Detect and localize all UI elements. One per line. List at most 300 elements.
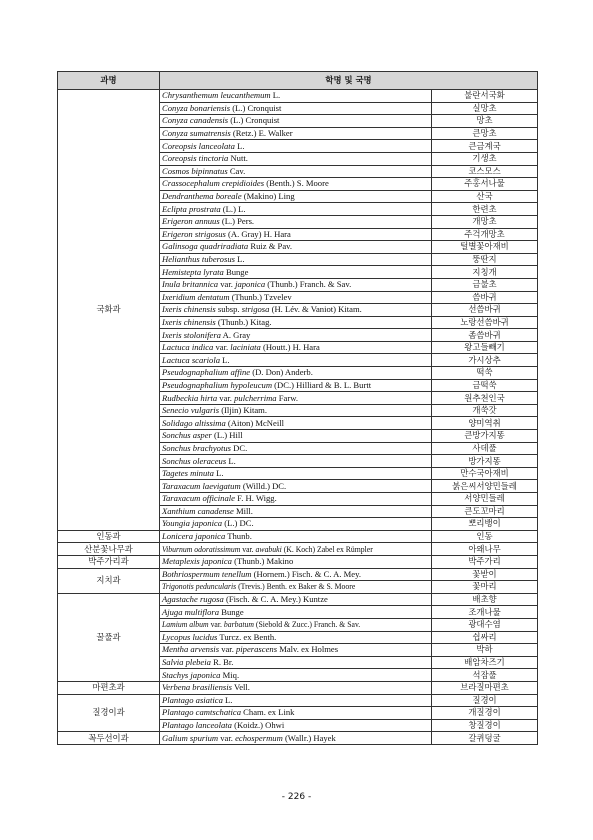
korean-name-cell: 조개나물 (432, 606, 538, 619)
scientific-name-cell (160, 178, 432, 191)
scientific-name (162, 493, 277, 504)
taxon-author: (Makino) Ling (241, 191, 295, 202)
taxon-author: (L.) Cronquist (230, 102, 282, 113)
korean-name-cell: 불란서국화 (432, 90, 538, 103)
taxon-author: R. Br. (210, 657, 234, 668)
taxon-name-italic: Eclipta prostrata (162, 203, 221, 214)
korean-name-cell: 쉽싸리 (432, 631, 538, 644)
scientific-name-cell (160, 555, 432, 568)
taxon-author: Malv. ex Holmes (277, 644, 339, 655)
taxon-name-italic: Plantago lanceolata (162, 719, 232, 730)
taxon-author: Bunge (219, 606, 244, 617)
family-cell: 꼭두선이과 (58, 732, 160, 745)
scientific-name (162, 141, 245, 152)
korean-name-cell: 브라질마편초 (432, 681, 538, 694)
taxon-name-italic: barbatum (223, 619, 254, 630)
scientific-name (162, 632, 276, 643)
taxon-name-italic: Mentha arvensis (162, 644, 220, 655)
scientific-name-cell (160, 392, 432, 405)
korean-name-cell: 서양민들레 (432, 493, 538, 506)
scientific-name (162, 153, 248, 164)
scientific-name (162, 556, 293, 567)
taxon-name-italic: Dendranthema boreale (162, 191, 242, 202)
scientific-name-cell (160, 215, 432, 228)
taxon-name-italic: Lamium album (162, 619, 209, 630)
scientific-name-cell (160, 190, 432, 203)
taxon-author: (L.) L. (220, 203, 246, 214)
scientific-name (162, 90, 280, 101)
scientific-name (162, 682, 250, 693)
scientific-name (162, 115, 279, 126)
scientific-name-cell (160, 530, 432, 543)
scientific-name-cell (160, 165, 432, 178)
korean-name-cell: 석잠풀 (432, 669, 538, 682)
scientific-name-cell (160, 669, 432, 682)
taxon-name-italic: Erigeron annuus (162, 216, 220, 227)
scientific-name (162, 191, 295, 202)
korean-name-cell: 배암차즈기 (432, 656, 538, 669)
scientific-name-cell (160, 253, 432, 266)
scientific-name-cell (160, 518, 432, 531)
family-cell: 질경이과 (58, 694, 160, 732)
scientific-name (162, 103, 281, 114)
family-cell: 꿀풀과 (58, 593, 160, 681)
scientific-name (162, 178, 329, 189)
scientific-name (162, 443, 247, 454)
scientific-name (162, 204, 245, 215)
taxon-name-italic: Senecio vulgaris (162, 405, 220, 416)
scientific-name (162, 355, 230, 366)
scientific-name (162, 619, 360, 630)
taxon-name-italic: Lycopus lucidus (162, 631, 218, 642)
scientific-name-cell (160, 606, 432, 619)
table-row (58, 732, 538, 745)
taxon-author: (Aiton) McNeill (225, 417, 284, 428)
taxon-author: var. (217, 392, 235, 403)
taxon-name-italic: Hemistepta lyrata (162, 266, 224, 277)
taxon-author: Nutt. (228, 153, 248, 164)
scientific-name (162, 430, 243, 441)
korean-name-cell: 질경이 (432, 694, 538, 707)
scientific-name (162, 720, 284, 731)
scientific-name-cell (160, 455, 432, 468)
scientific-name (162, 393, 298, 404)
family-cell: 박주가리과 (58, 555, 160, 568)
taxon-name-italic: Trigonotis peduncularis (162, 581, 237, 592)
scientific-name-cell (160, 291, 432, 304)
taxon-name-italic: Solidago altissima (162, 417, 226, 428)
taxon-author: (Siebold & Zucc.) Franch. & Sav. (253, 619, 361, 630)
scientific-name-cell (160, 656, 432, 669)
taxon-author: (Willd.) DC. (240, 480, 287, 491)
taxon-name-italic: echospermum (235, 732, 283, 743)
taxon-author: L. (220, 354, 230, 365)
scientific-name-cell (160, 644, 432, 657)
scientific-name-cell (160, 127, 432, 140)
scientific-name-cell (160, 417, 432, 430)
scientific-name-cell (160, 593, 432, 606)
taxon-author: L. (234, 140, 245, 151)
taxon-name-italic: Chrysanthemum leucanthemum (162, 90, 271, 101)
taxon-name-italic: Lonicera japonica (162, 531, 226, 542)
page-number: - 226 - (281, 792, 312, 802)
taxon-name-italic: Galinsoga quadriradiata (162, 241, 249, 252)
scientific-name (162, 657, 233, 668)
taxon-name-italic: Crassocephalum crepidioides (162, 178, 265, 189)
korean-name-cell: 꽃마리 (432, 581, 538, 594)
scientific-name-cell (160, 278, 432, 291)
korean-name-cell: 박주가리 (432, 555, 538, 568)
scientific-name-cell (160, 581, 432, 594)
taxon-name-italic: Erigeron strigosus (162, 228, 226, 239)
taxon-name-italic: Bothriospermum tenellum (162, 568, 252, 579)
scientific-name (162, 128, 293, 139)
korean-name-cell: 주홍서나물 (432, 178, 538, 191)
korean-name-cell: 기생초 (432, 152, 538, 165)
taxon-author: Vell. (231, 682, 250, 693)
taxon-author: Cham. ex Link (241, 707, 295, 718)
family-cell: 인동과 (58, 530, 160, 543)
table-row (58, 530, 538, 543)
korean-name-cell: 개망초 (432, 215, 538, 228)
taxon-author: Cav. (227, 165, 246, 176)
table-row (58, 568, 538, 581)
table-row (58, 593, 538, 606)
taxon-name-italic: Youngia japonica (162, 518, 223, 529)
scientific-name-cell (160, 115, 432, 128)
taxon-name-italic: Metaplexis japonica (162, 556, 232, 567)
taxon-author: (H. Lév. & Vaniot) Kitam. (269, 304, 362, 315)
taxon-name-italic: Sonchus oleraceus (162, 455, 227, 466)
scientific-name-cell (160, 442, 432, 455)
family-cell: 국화과 (58, 90, 160, 531)
taxon-name-italic: Verbena brasiliensis (162, 682, 232, 693)
taxon-name-italic: Tagetes minuta (162, 468, 214, 479)
korean-name-cell: 뚱딴지 (432, 253, 538, 266)
taxon-name-italic: Conyza sumatrensis (162, 128, 231, 139)
table-row (58, 543, 538, 556)
taxon-name-italic: Ajuga multiflora (162, 606, 220, 617)
korean-name-cell: 실망초 (432, 102, 538, 115)
scientific-name (162, 607, 244, 618)
korean-name-cell: 사데풀 (432, 442, 538, 455)
korean-name-cell: 노랑선씀바귀 (432, 316, 538, 329)
korean-name-cell: 씀바귀 (432, 291, 538, 304)
taxon-name-italic: Conyza canadensis (162, 115, 229, 126)
korean-name-cell: 떡쑥 (432, 367, 538, 380)
taxon-author: (L.) Cronquist (228, 115, 280, 126)
korean-name-cell: 금불초 (432, 278, 538, 291)
scientific-name-cell (160, 618, 432, 631)
scientific-name-cell (160, 203, 432, 216)
scientific-name-cell (160, 90, 432, 103)
korean-name-cell: 털별꽃아재비 (432, 241, 538, 254)
scientific-name (162, 367, 313, 378)
korean-name-cell: 산국 (432, 190, 538, 203)
taxon-name-italic: Coreopsis lanceolata (162, 140, 235, 151)
scientific-name (162, 594, 328, 605)
korean-name-cell: 큰방가지똥 (432, 430, 538, 443)
korean-name-cell: 큰도꼬마리 (432, 505, 538, 518)
scientific-name-cell (160, 379, 432, 392)
scientific-name (162, 531, 252, 542)
korean-name-cell: 광대수염 (432, 618, 538, 631)
scientific-name (162, 254, 245, 265)
taxon-name-italic: pulcherrima (234, 392, 277, 403)
taxon-author: A. Gray (220, 329, 251, 340)
family-cell: 마편초과 (58, 681, 160, 694)
taxon-name-italic: Coreopsis tinctoria (162, 153, 229, 164)
taxon-name-italic: Sonchus asper (162, 430, 212, 441)
taxon-author: var. (213, 342, 231, 353)
table-row (58, 681, 538, 694)
korean-name-cell: 갈퀴덩굴 (432, 732, 538, 745)
scientific-name-cell (160, 316, 432, 329)
taxon-author: (Thunb.) Kitag. (215, 316, 272, 327)
scientific-name (162, 267, 248, 278)
taxon-name-italic: strigosa (241, 304, 270, 315)
taxon-author: Farw. (276, 392, 298, 403)
korean-name-cell: 아왜나무 (432, 543, 538, 556)
taxon-author: Thunb. (225, 531, 252, 542)
taxon-author: L. (234, 254, 245, 265)
taxon-author: (Fisch. & C. A. Mey.) Kuntze (223, 594, 328, 605)
taxon-name-italic: Pseudognaphalium affine (162, 367, 251, 378)
scientific-name (162, 468, 224, 479)
taxon-name-italic: Cosmos bipinnatus (162, 165, 228, 176)
taxon-author: (L.) Hill (211, 430, 243, 441)
table-body (58, 90, 538, 745)
scientific-name-cell (160, 152, 432, 165)
taxon-name-italic: Galium spurium (162, 732, 219, 743)
scientific-name-cell (160, 329, 432, 342)
korean-name-cell: 만수국아재비 (432, 467, 538, 480)
taxon-name-italic: Rudbeckia hirta (162, 392, 218, 403)
taxon-author: (Benth.) S. Moore (264, 178, 329, 189)
scientific-name-cell (160, 304, 432, 317)
scientific-name-cell (160, 568, 432, 581)
scientific-name (162, 279, 351, 290)
scientific-name (162, 481, 286, 492)
scientific-name (162, 518, 254, 529)
taxon-name-italic: Lactuca indica (162, 342, 214, 353)
korean-name-cell: 선씀바귀 (432, 304, 538, 317)
taxon-name-italic: laciniata (230, 342, 261, 353)
taxon-author: L. (222, 694, 233, 705)
taxon-name-italic: Ixeris stolonifera (162, 329, 221, 340)
taxon-author: Mill. (233, 505, 253, 516)
korean-name-cell: 뽀리뱅이 (432, 518, 538, 531)
taxon-author: (Iljin) Kitam. (219, 405, 268, 416)
taxon-author: var. (218, 732, 236, 743)
species-table (57, 71, 538, 745)
taxon-name-italic: Ixeris chinensis (162, 316, 216, 327)
taxon-author: F. H. Wigg. (234, 493, 277, 504)
taxon-author: (A. Gray) H. Hara (225, 228, 291, 239)
scientific-name-cell (160, 140, 432, 153)
taxon-author: (DC.) Hilliard & B. L. Burtt (272, 379, 372, 390)
taxon-name-italic: piperascens (236, 644, 278, 655)
scientific-name-cell (160, 543, 432, 556)
scientific-name (162, 405, 267, 416)
scientific-name (162, 317, 272, 328)
taxon-author: subsp. (215, 304, 242, 315)
scientific-name-cell (160, 732, 432, 745)
taxon-name-italic: Plantago asiatica (162, 694, 223, 705)
family-cell: 산분꽃나무과 (58, 543, 160, 556)
taxon-author: L. (270, 90, 281, 101)
table-row (58, 694, 538, 707)
korean-name-cell: 큰망초 (432, 127, 538, 140)
taxon-author: (Thunb.) Makino (231, 556, 294, 567)
taxon-name-italic: Inula britannica (162, 279, 219, 290)
taxon-name-italic: Taraxacum officinale (162, 493, 235, 504)
scientific-name (162, 216, 254, 227)
korean-name-cell: 지칭개 (432, 266, 538, 279)
taxon-author: DC. (230, 442, 248, 453)
korean-name-cell: 개질경이 (432, 707, 538, 720)
table-row (58, 555, 538, 568)
taxon-author: (L.) DC. (222, 518, 254, 529)
korean-name-cell: 코스모스 (432, 165, 538, 178)
korean-name-cell: 원추천인국 (432, 392, 538, 405)
taxon-name-italic: Sonchus brachyotus (162, 442, 231, 453)
scientific-name (162, 506, 253, 517)
korean-name-cell: 붉은씨서양민들레 (432, 480, 538, 493)
taxon-author: (D. Don) Anderb. (250, 367, 313, 378)
korean-name-cell: 양미역취 (432, 417, 538, 430)
header-family: 과명 (58, 72, 160, 90)
taxon-name-italic: Taraxacum laevigatum (162, 480, 241, 491)
scientific-name-cell (160, 266, 432, 279)
taxon-author: (Trevis.) Benth. ex Baker & S. Moore (236, 581, 356, 592)
taxon-author: (Hornem.) Fisch. & C. A. Mey. (251, 568, 361, 579)
scientific-name-cell (160, 681, 432, 694)
taxon-name-italic: Xanthium canadense (162, 505, 234, 516)
scientific-name (162, 644, 338, 655)
scientific-name (162, 304, 362, 315)
taxon-name-italic: Ixeridium dentatum (162, 291, 230, 302)
scientific-name (162, 342, 320, 353)
korean-name-cell: 방가지똥 (432, 455, 538, 468)
taxon-author: L. (213, 468, 224, 479)
scientific-name (162, 292, 292, 303)
taxon-author: (K. Koch) Zabel ex Rümpler (281, 543, 373, 554)
taxon-name-italic: Pseudognaphalium hypoleucum (162, 379, 273, 390)
scientific-name-cell (160, 694, 432, 707)
scientific-name (162, 695, 232, 706)
scientific-name (162, 670, 239, 681)
taxon-author: Turcz. ex Benth. (217, 631, 277, 642)
taxon-author: var. (240, 543, 256, 554)
korean-name-cell: 개쑥갓 (432, 404, 538, 417)
korean-name-cell: 창질경이 (432, 719, 538, 732)
taxon-author: var. (218, 279, 236, 290)
scientific-name (162, 544, 373, 555)
taxon-author: (Houtt.) H. Hara (260, 342, 320, 353)
scientific-name-cell (160, 430, 432, 443)
taxon-author: var. (208, 619, 224, 630)
scientific-name-cell (160, 631, 432, 644)
scientific-name-cell (160, 354, 432, 367)
taxon-name-italic: Plantago camtschatica (162, 707, 242, 718)
scientific-name-cell (160, 102, 432, 115)
scientific-name-cell (160, 707, 432, 720)
taxon-name-italic: Viburnum odoratissimum (162, 543, 241, 554)
scientific-name-cell (160, 241, 432, 254)
korean-name-cell: 좀씀바귀 (432, 329, 538, 342)
korean-name-cell: 큰금계국 (432, 140, 538, 153)
taxon-name-italic: Helianthus tuberosus (162, 254, 235, 265)
korean-name-cell: 한련초 (432, 203, 538, 216)
scientific-name (162, 733, 336, 744)
scientific-name (162, 569, 361, 580)
taxon-name-italic: Salvia plebeia (162, 657, 211, 668)
scientific-name (162, 418, 284, 429)
scientific-name (162, 166, 245, 177)
taxon-author: (Koidz.) Ohwi (231, 719, 285, 730)
taxon-name-italic: Conyza bonariensis (162, 102, 231, 113)
korean-name-cell: 금떡쑥 (432, 379, 538, 392)
taxon-author: var. (219, 644, 236, 655)
scientific-name (162, 707, 294, 718)
family-cell: 지치과 (58, 568, 160, 593)
korean-name-cell: 왕고들빼기 (432, 341, 538, 354)
korean-name-cell: 주걱개망초 (432, 228, 538, 241)
taxon-author: Miq. (220, 669, 240, 680)
taxon-name-italic: japonica (235, 279, 266, 290)
scientific-name (162, 330, 250, 341)
korean-name-cell: 망초 (432, 115, 538, 128)
scientific-name-cell (160, 367, 432, 380)
scientific-name-cell (160, 505, 432, 518)
korean-name-cell: 배초향 (432, 593, 538, 606)
taxon-author: (Retz.) E. Walker (230, 128, 293, 139)
scientific-name (162, 229, 291, 240)
taxon-name-italic: awabuki (255, 543, 282, 554)
taxon-name-italic: Stachys japonica (162, 669, 221, 680)
taxon-author: Ruiz & Pav. (248, 241, 293, 252)
scientific-name-cell (160, 719, 432, 732)
table-row (58, 90, 538, 103)
scientific-name-cell (160, 228, 432, 241)
scientific-name (162, 456, 236, 467)
table-header-row (58, 72, 538, 90)
taxon-author: (L.) Pers. (219, 216, 255, 227)
scientific-name (162, 581, 355, 592)
korean-name-cell: 꽃받이 (432, 568, 538, 581)
scientific-name-cell (160, 480, 432, 493)
taxon-author: L. (226, 455, 236, 466)
taxon-author: Bunge (223, 266, 249, 277)
taxon-name-italic: Lactuca scariola (162, 354, 221, 365)
taxon-name-italic: Agastache rugosa (162, 594, 224, 605)
scientific-name (162, 380, 371, 391)
taxon-name-italic: Ixeris chinensis (162, 304, 216, 315)
taxon-author: (Wallr.) Hayek (282, 732, 336, 743)
taxon-author: (Thunb.) Franch. & Sav. (265, 279, 352, 290)
header-names: 학명 및 국명 (160, 72, 538, 90)
scientific-name (162, 241, 292, 252)
taxon-author: (Thunb.) Tzvelev (229, 291, 292, 302)
scientific-name-cell (160, 404, 432, 417)
scientific-name-cell (160, 467, 432, 480)
korean-name-cell: 박하 (432, 644, 538, 657)
korean-name-cell: 가시상추 (432, 354, 538, 367)
korean-name-cell: 인동 (432, 530, 538, 543)
scientific-name-cell (160, 493, 432, 506)
scientific-name-cell (160, 341, 432, 354)
